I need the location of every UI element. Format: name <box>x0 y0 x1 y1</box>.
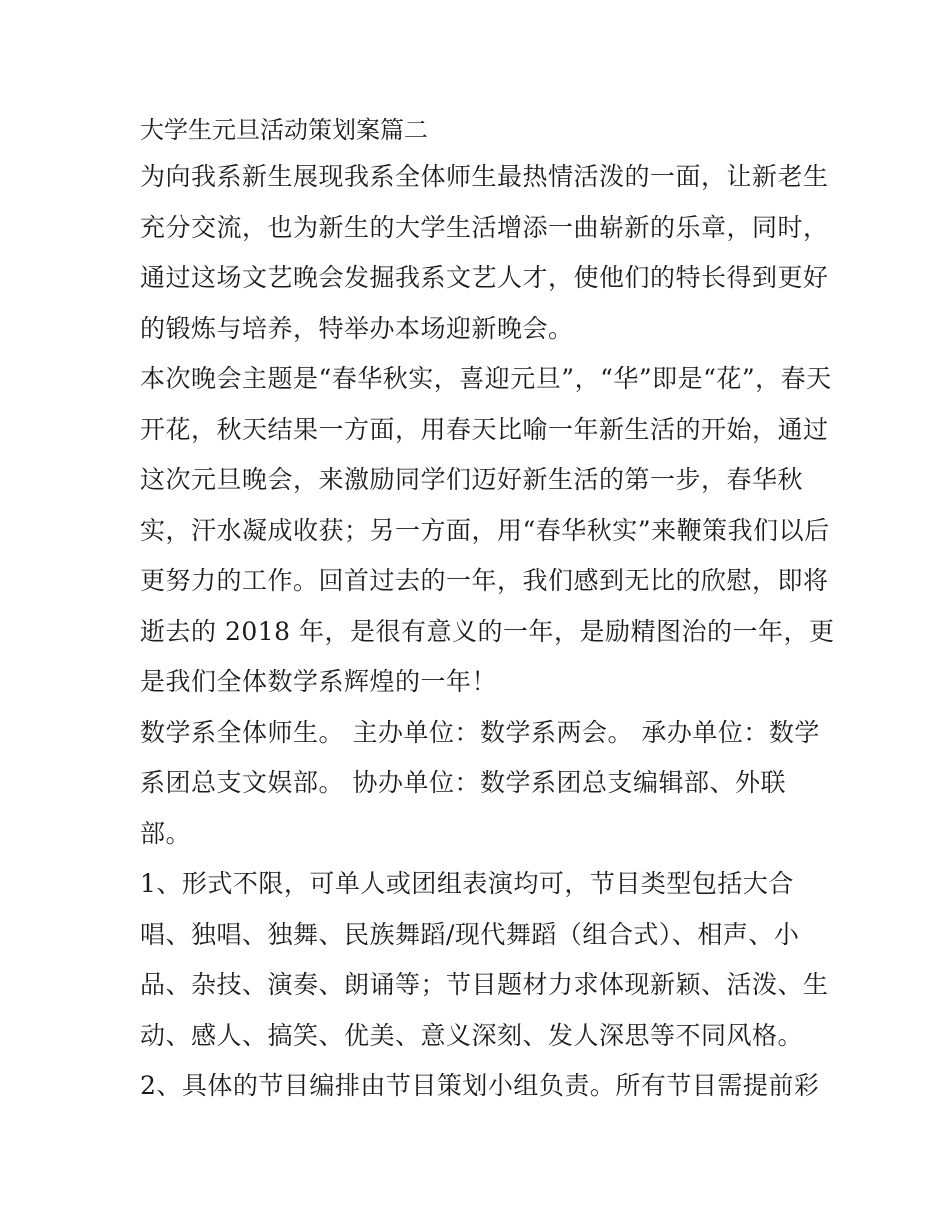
document-title: 大学生元旦活动策划案篇二 <box>140 116 428 144</box>
body-line: 唱、独唱、独舞、民族舞蹈/现代舞蹈（组合式）、相声、小 <box>140 919 800 949</box>
body-line: 开花，秋天结果一方面，用春天比喻一年新生活的开始，通过 <box>140 414 829 444</box>
body-line: 更努力的工作。回首过去的一年，我们感到无比的欣慰，即将 <box>140 566 829 595</box>
body-line: 这次元旦晚会，来激励同学们迈好新生活的第一步，春华秋 <box>140 465 804 494</box>
body-line: 2、具体的节目编排由节目策划小组负责。所有节目需提前彩 <box>140 1071 820 1100</box>
body-line: 实，汗水凝成收获；另一方面，用“春华秋实”来鞭策我们以后 <box>140 515 830 545</box>
body-line: 数学系全体师生。 主办单位：数学系两会。 承办单位：数学 <box>140 717 820 747</box>
body-line: 本次晚会主题是“春华秋实，喜迎元旦”，“华”即是“花”，春天 <box>140 364 832 393</box>
body-line: 充分交流，也为新生的大学生活增添一曲崭新的乐章，同时， <box>140 212 829 242</box>
body-line: 是我们全体数学系辉煌的一年！ <box>140 667 498 696</box>
body-line: 的锻炼与培养，特举办本场迎新晚会。 <box>140 313 574 343</box>
body-line: 逝去的 2018 年，是很有意义的一年，是励精图治的一年，更 <box>140 616 835 646</box>
body-line: 部。 <box>140 818 192 848</box>
body-line: 为向我系新生展现我系全体师生最热情活泼的一面，让新老生 <box>140 162 829 191</box>
body-line: 动、感人、搞笑、优美、意义深刻、发人深思等不同风格。 <box>140 1020 804 1050</box>
body-line: 系团总支文娱部。 协办单位：数学系团总支编辑部、外联 <box>140 768 786 797</box>
body-line: 1、形式不限，可单人或团组表演均可，节目类型包括大合 <box>140 869 794 898</box>
document-body <box>140 108 835 1112</box>
body-line: 通过这场文艺晚会发掘我系文艺人才，使他们的特长得到更好 <box>140 263 829 292</box>
body-line: 品、杂技、演奏、朗诵等；节目题材力求体现新颖、活泼、生 <box>140 970 829 999</box>
